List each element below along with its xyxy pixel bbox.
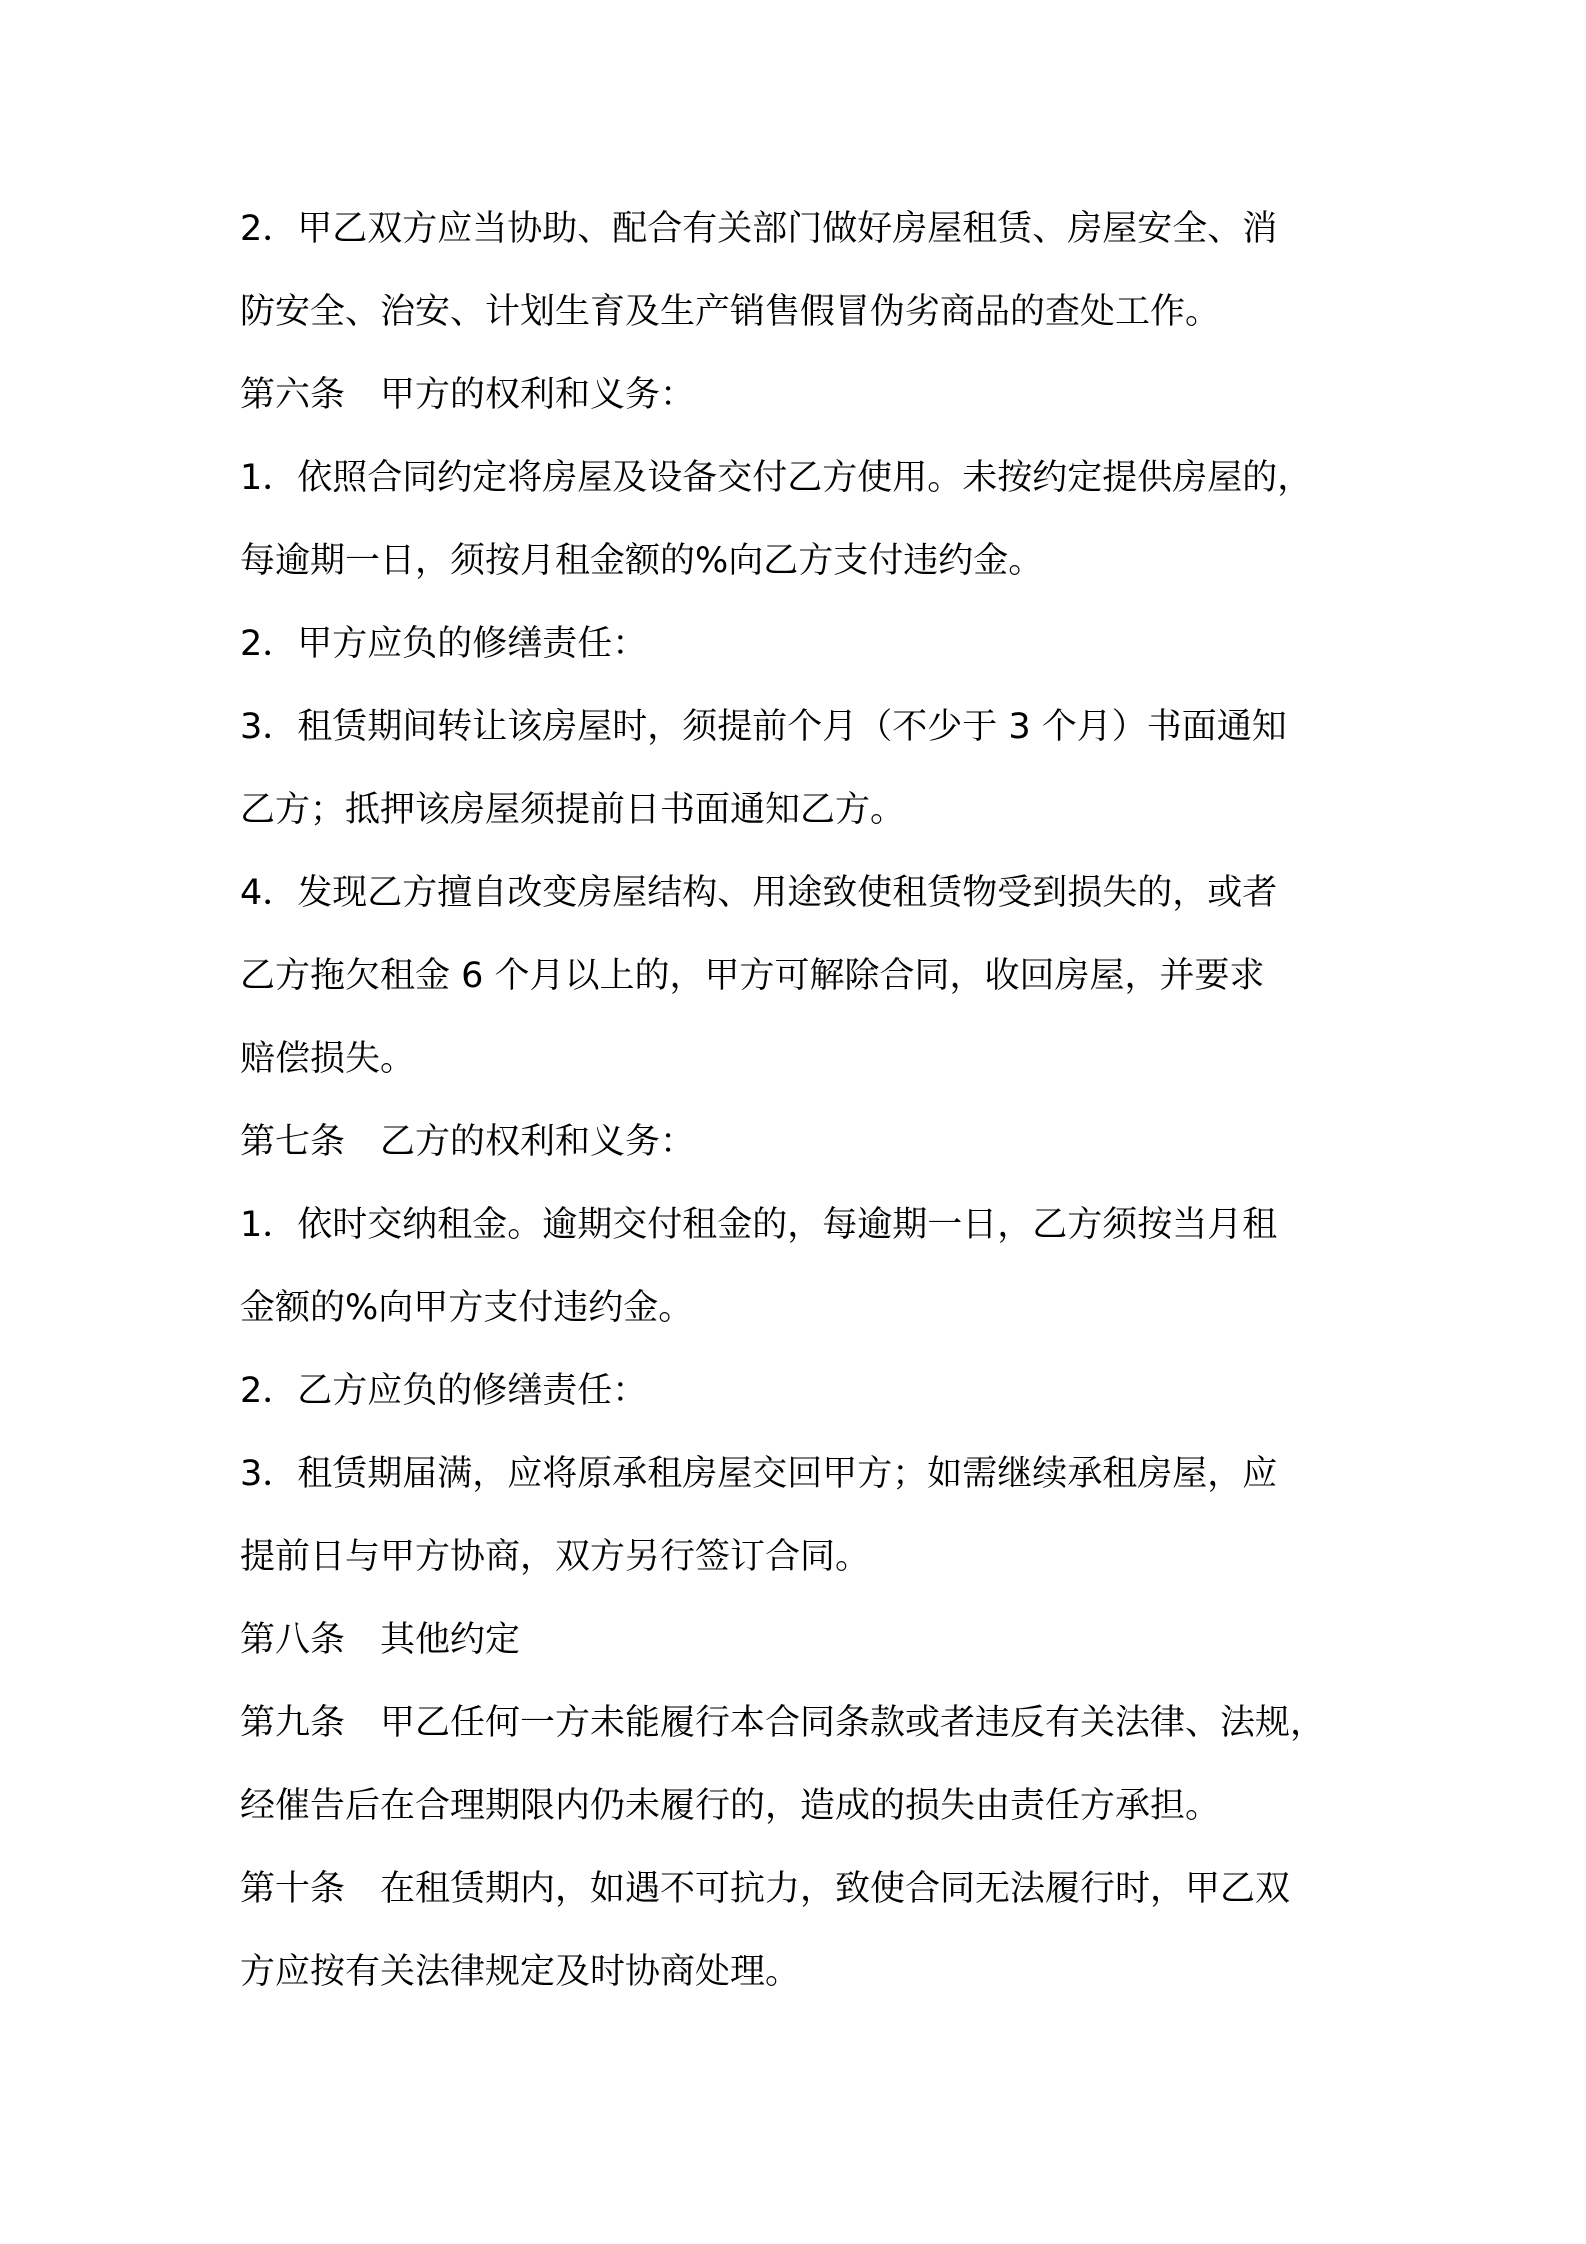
clause-6-item-4-line-2: 乙方拖欠租金 6 个月以上的，甲方可解除合同，收回房屋，并要求 (240, 956, 1265, 996)
clause-6-item-4-line-1: 4．发现乙方擅自改变房屋结构、用途致使租赁物受到损失的，或者 (240, 873, 1278, 913)
clause-6-heading: 第六条 甲方的权利和义务： (240, 375, 696, 415)
clause-10-line-1: 第十条 在租赁期内，如遇不可抗力，致使合同无法履行时，甲乙双 (240, 1869, 1291, 1909)
clause-6-item-2: 2．甲方应负的修缮责任： (240, 624, 648, 664)
clause-9-line-2: 经催告后在合理期限内仍未履行的，造成的损失由责任方承担。 (240, 1786, 1221, 1826)
clause-7-item-1-line-1: 1．依时交纳租金。逾期交付租金的，每逾期一日，乙方须按当月租 (240, 1205, 1278, 1245)
clause-5-item-2-line-2: 防安全、治安、计划生育及生产销售假冒伪劣商品的查处工作。 (240, 292, 1221, 332)
clause-8-heading: 第八条 其他约定 (240, 1620, 521, 1660)
clause-7-item-3-line-2: 提前日与甲方协商，双方另行签订合同。 (240, 1537, 871, 1577)
clause-7-heading: 第七条 乙方的权利和义务： (240, 1122, 696, 1162)
clause-6-item-3-line-2: 乙方；抵押该房屋须提前日书面通知乙方。 (240, 790, 906, 830)
clause-6-item-3-line-1: 3．租赁期间转让该房屋时，须提前个月（不少于 3 个月）书面通知 (240, 707, 1287, 747)
clause-6-item-4-line-3: 赔偿损失。 (240, 1039, 416, 1079)
clause-6-item-1-line-1: 1．依照合同约定将房屋及设备交付乙方使用。未按约定提供房屋的， (240, 458, 1313, 498)
clause-9-line-1: 第九条 甲乙任何一方未能履行本合同条款或者违反有关法律、法规， (240, 1703, 1326, 1743)
clause-7-item-3-line-1: 3．租赁期届满，应将原承租房屋交回甲方；如需继续承租房屋，应 (240, 1454, 1278, 1494)
clause-7-item-2: 2．乙方应负的修缮责任： (240, 1371, 648, 1411)
clause-6-item-1-line-2: 每逾期一日，须按月租金额的%向乙方支付违约金。 (240, 541, 1044, 581)
clause-5-item-2-line-1: 2．甲乙双方应当协助、配合有关部门做好房屋租赁、房屋安全、消 (240, 209, 1278, 249)
clause-10-line-2: 方应按有关法律规定及时协商处理。 (240, 1952, 801, 1992)
clause-7-item-1-line-2: 金额的%向甲方支付违约金。 (240, 1288, 694, 1328)
